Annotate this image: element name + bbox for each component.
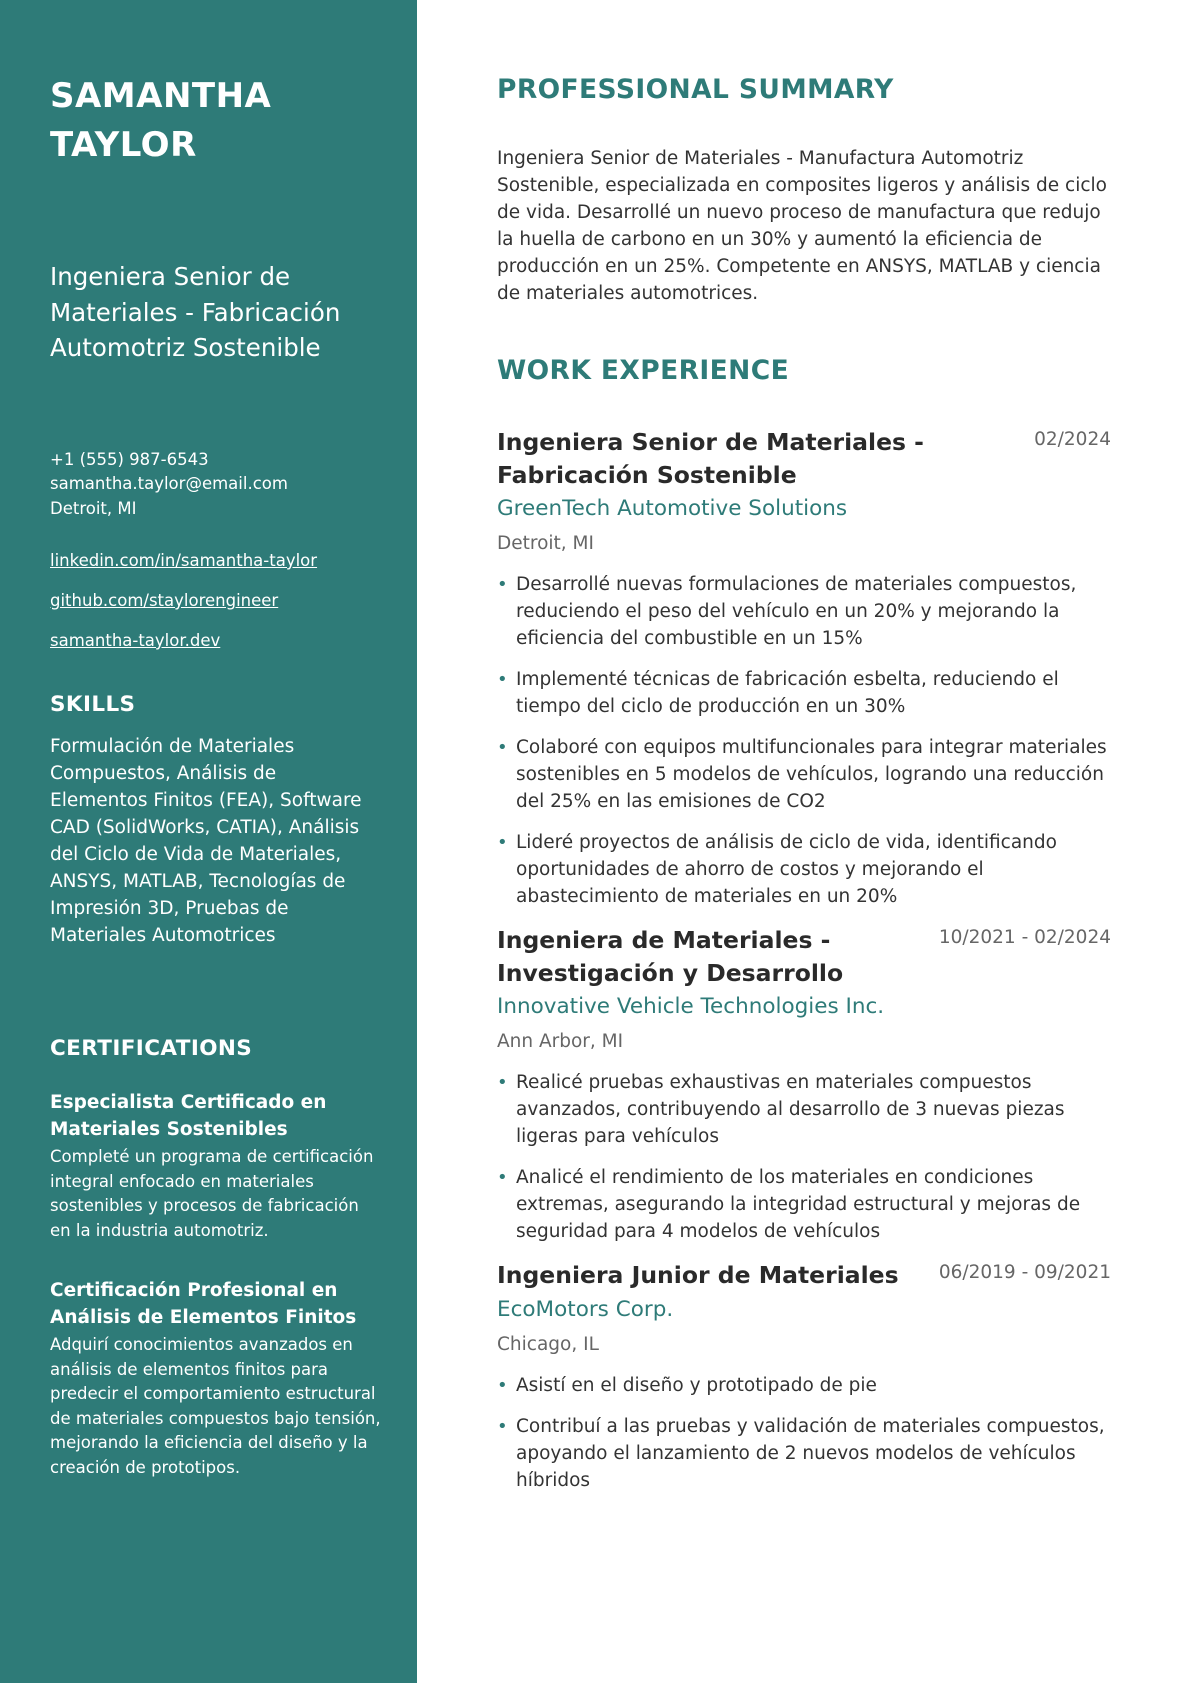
list-item: • Contribuí a las pruebas y validación de materiales compuestos, apoyando el lanzamiento de 2 nuevos modelos de vehículos híbridos (497, 1413, 1111, 1494)
profile-links (50, 549, 381, 653)
list-item: • Realicé pruebas exhaustivas en materiales compuestos avanzados, contribuyendo al desarrollo de 3 nuevas piezas ligeras para vehículos (497, 1069, 1111, 1150)
job-title: Ingeniera de Materiales - Investigación y Desarrollo (497, 926, 844, 987)
job-date: 10/2021 - 02/2024 (938, 927, 1111, 948)
summary-text: Ingeniera Senior de Materiales - Manufactura Automotriz Sostenible, especializada en composites ligeros y análisis de ciclo de vida. Desarrollé un nuevo proceso de manufactura que redujo la huella de carbono en un 30% y aumentó la eficiencia de producción en un 25%. Competente en ANSYS, MATLAB y ciencia de materiales automotrices. (497, 148, 1107, 304)
contact-location: Detroit, MI (50, 498, 137, 518)
certification-item (50, 1089, 381, 1243)
linkedin-link[interactable]: linkedin.com/in/samantha-taylor (50, 551, 318, 570)
job-title: Ingeniera Junior de Materiales (497, 1261, 899, 1289)
job-subtitle: Ingeniera Senior de Materiales - Fabricación Automotriz Sostenible (50, 262, 341, 362)
job-title: Ingeniera Senior de Materiales - Fabricación Sostenible (497, 428, 924, 489)
company-name: Innovative Vehicle Technologies Inc. (497, 994, 885, 1019)
list-item: • Colaboré con equipos multifuncionales para integrar materiales sostenibles en 5 modelos de vehículos, logrando una reducción del 25% en las emisiones de CO2 (497, 734, 1111, 815)
certification-item (50, 1277, 381, 1480)
job-entry (497, 1259, 1111, 1494)
list-item: • Implementé técnicas de fabricación esbelta, reduciendo el tiempo del ciclo de producción en un 30% (497, 666, 1111, 720)
name-first: SAMANTHA (50, 76, 272, 116)
website-link[interactable]: samantha-taylor.dev (50, 631, 221, 650)
main-content (497, 0, 1111, 1508)
job-date: 02/2024 (1034, 429, 1111, 450)
list-item: • Desarrollé nuevas formulaciones de materiales compuestos, reduciendo el peso del vehículo en un 20% y mejorando la eficiencia del combustible en un 15% (497, 571, 1111, 652)
job-bullets (497, 1372, 1111, 1494)
job-location: Ann Arbor, MI (497, 1031, 624, 1052)
skills-list: Formulación de Materiales Compuestos, Análisis de Elementos Finitos (FEA), Software CAD (SolidWorks, CATIA), Análisis del Ciclo de Vida de Materiales, ANSYS, MATLAB, Tecnologías de Impresión 3D, Pruebas de Materiales Automotrices (50, 736, 362, 946)
work-experience-heading: WORK EXPERIENCE (497, 355, 790, 386)
certifications-heading: CERTIFICATIONS (50, 1036, 253, 1061)
company-name: GreenTech Automotive Solutions (497, 496, 848, 521)
list-item: • Analicé el rendimiento de los materiales en condiciones extremas, asegurando la integridad estructural y mejoras de seguridad para 4 modelos de vehículos (497, 1164, 1111, 1245)
certification-description: Adquirí conocimientos avanzados en análisis de elementos finitos para predecir el comportamiento estructural de materiales compuestos bajo tensión, mejorando la eficiencia del diseño y la creación de prototipos. (50, 1335, 381, 1477)
list-item: • Lideré proyectos de análisis de ciclo de vida, identificando oportunidades de ahorro de costos y mejorando el abastecimiento de materiales en un 20% (497, 829, 1111, 910)
job-entry (497, 924, 1111, 1245)
certification-title: Especialista Certificado en Materiales Sostenibles (50, 1092, 327, 1140)
contact-info (50, 448, 381, 522)
github-link[interactable]: github.com/staylorengineer (50, 591, 279, 610)
certification-title: Certificación Profesional en Análisis de Elementos Finitos (50, 1280, 357, 1328)
job-date: 06/2019 - 09/2021 (938, 1262, 1111, 1283)
job-location: Chicago, IL (497, 1333, 599, 1355)
name-last: TAYLOR (50, 125, 197, 165)
job-bullets (497, 1069, 1111, 1245)
job-location: Detroit, MI (497, 533, 594, 554)
company-name: EcoMotors Corp. (497, 1296, 674, 1322)
skills-heading: SKILLS (50, 692, 136, 717)
job-entry (497, 426, 1111, 910)
sidebar (0, 0, 417, 1683)
phone-number: +1 (555) 987-6543 (50, 449, 209, 469)
summary-heading: PROFESSIONAL SUMMARY (497, 74, 894, 105)
email-address: samantha.taylor@email.com (50, 474, 288, 493)
job-bullets (497, 571, 1111, 910)
candidate-name (50, 72, 381, 170)
certification-description: Completé un programa de certificación integral enfocado en materiales sostenibles y procesos de fabricación en la industria automotriz. (50, 1147, 374, 1240)
list-item: • Asistí en el diseño y prototipado de pie (497, 1372, 1111, 1399)
